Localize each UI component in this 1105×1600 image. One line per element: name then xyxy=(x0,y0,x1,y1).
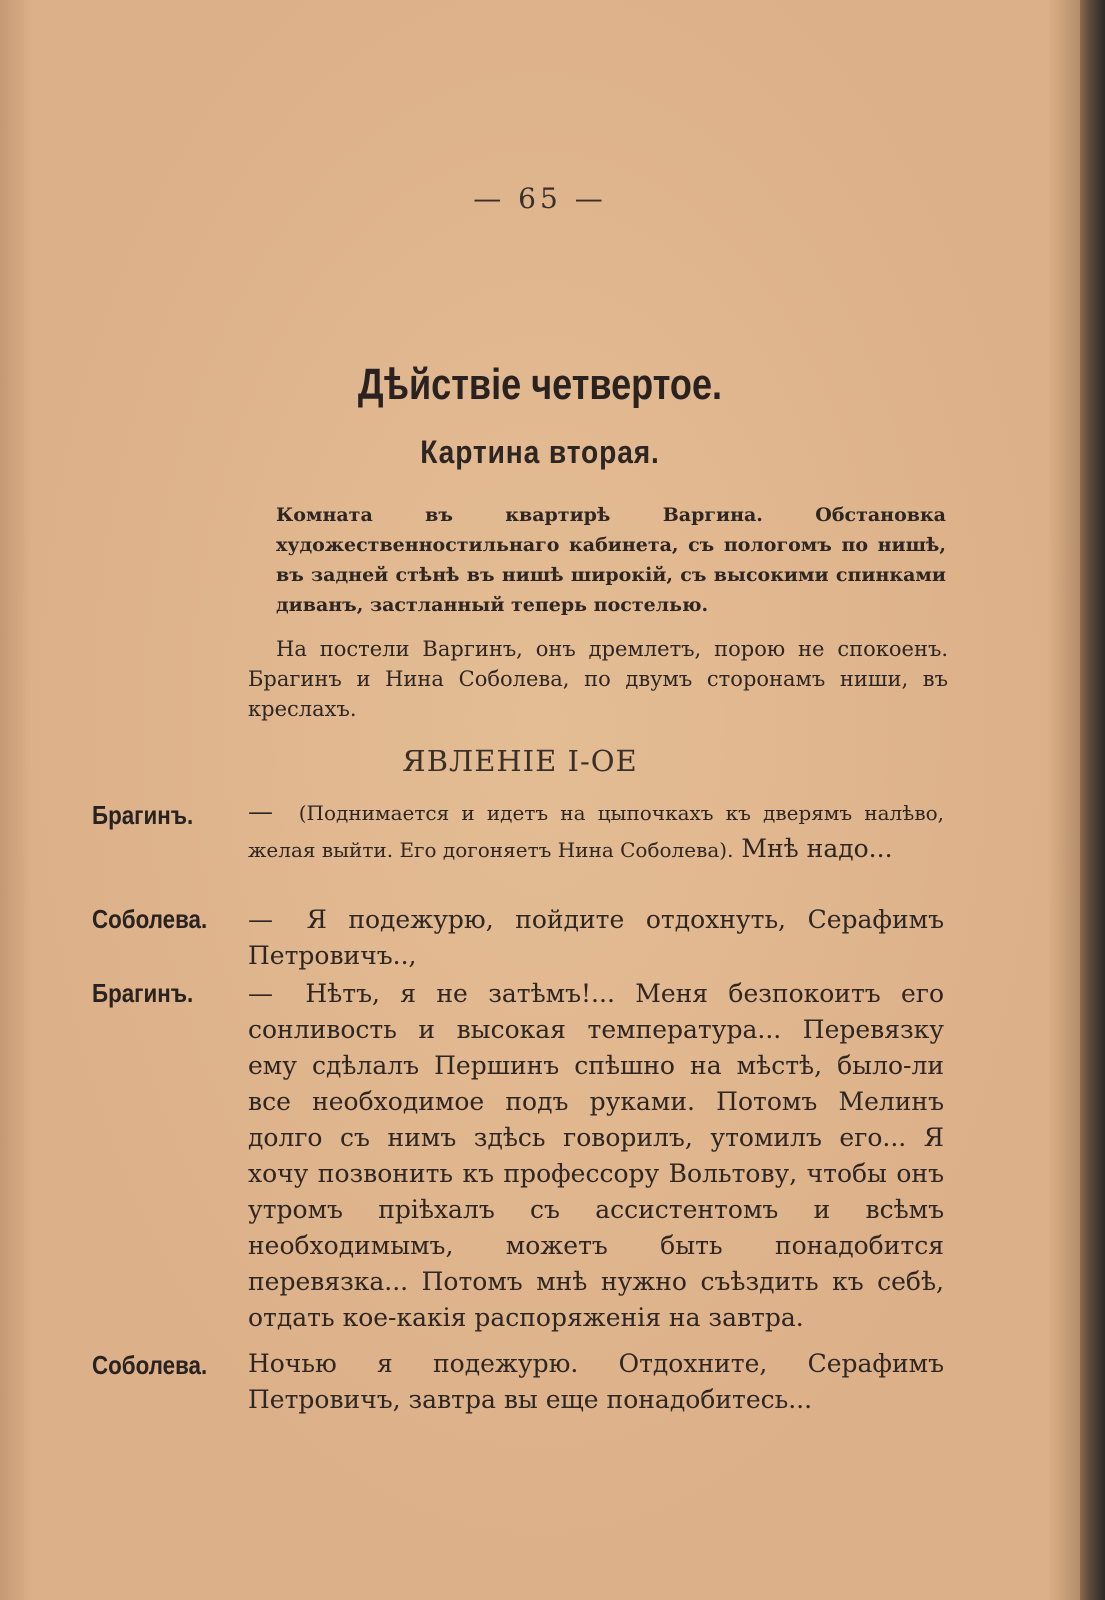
act-title: Дѣйствіе четвертое. xyxy=(357,360,723,409)
speech-dash: — xyxy=(248,905,273,934)
intro-paragraph: На постели Варгинъ, онъ дремлетъ, порою не спокоенъ. Брагинъ и Нина Соболева, по двумъ сторонамъ ниши, въ креслахъ. xyxy=(248,637,948,721)
speech-text: Мнѣ надо... xyxy=(741,834,893,863)
page-number: — 65 — xyxy=(473,182,607,215)
appearance-heading: ЯВЛЕНІЕ I-ОЕ xyxy=(402,744,638,778)
stage-direction: Комната въ квартирѣ Варгина. Обстановка художественностильнаго кабинета, съ пологомъ по нишѣ, въ задней стѣнѣ въ нишѣ широкій, съ высокими спинками диванъ, застланный теперь постелью. xyxy=(276,504,946,616)
scene-title: Картина вторая. xyxy=(420,434,660,470)
speech-stage-direction: (Поднимается и идетъ на цыпочкахъ къ дверямъ налѣво, желая выйти. Его догоняетъ Нина Соболева). xyxy=(248,801,944,862)
speaker-bragin-1: Брагинъ. xyxy=(92,800,194,830)
speech-bragin-2 xyxy=(248,976,944,1336)
speech-dash: — xyxy=(248,979,273,1008)
speech-text: Нѣтъ, я не затѣмъ!... Меня безпокоитъ его сонливость и высокая температура... Перевязку ему сдѣлалъ Першинъ спѣшно на мѣстѣ, было-ли все необходимое подъ руками. Потомъ Мелинъ долго съ нимъ здѣсь говорилъ, утомилъ его... Я хочу позвонить къ профессору Вольтову, чтобы онъ утромъ пріѣхалъ съ ассистентомъ и всѣмъ необходимымъ, можетъ быть понадобится перевязка... Потомъ мнѣ нужно съѣздить къ себѣ, отдать кое-какія распоряженія на завтра. xyxy=(248,979,944,1332)
speech-text: Ночью я подежурю. Отдохните, Серафимъ Петровичъ, завтра вы еще понадобитесь... xyxy=(248,1349,944,1414)
speech-bragin-1 xyxy=(248,794,944,868)
speech-dash: — xyxy=(248,797,273,826)
book-binding-edge xyxy=(1080,0,1105,1600)
speaker-soboleva-1: Соболева. xyxy=(92,904,208,934)
speaker-soboleva-2: Соболева. xyxy=(92,1350,208,1380)
speaker-bragin-2: Брагинъ. xyxy=(92,978,194,1008)
speech-text: Я подежурю, пойдите отдохнуть, Серафимъ Петровичъ.., xyxy=(248,905,944,970)
speech-soboleva-1 xyxy=(248,902,944,974)
speech-soboleva-2 xyxy=(248,1346,944,1418)
